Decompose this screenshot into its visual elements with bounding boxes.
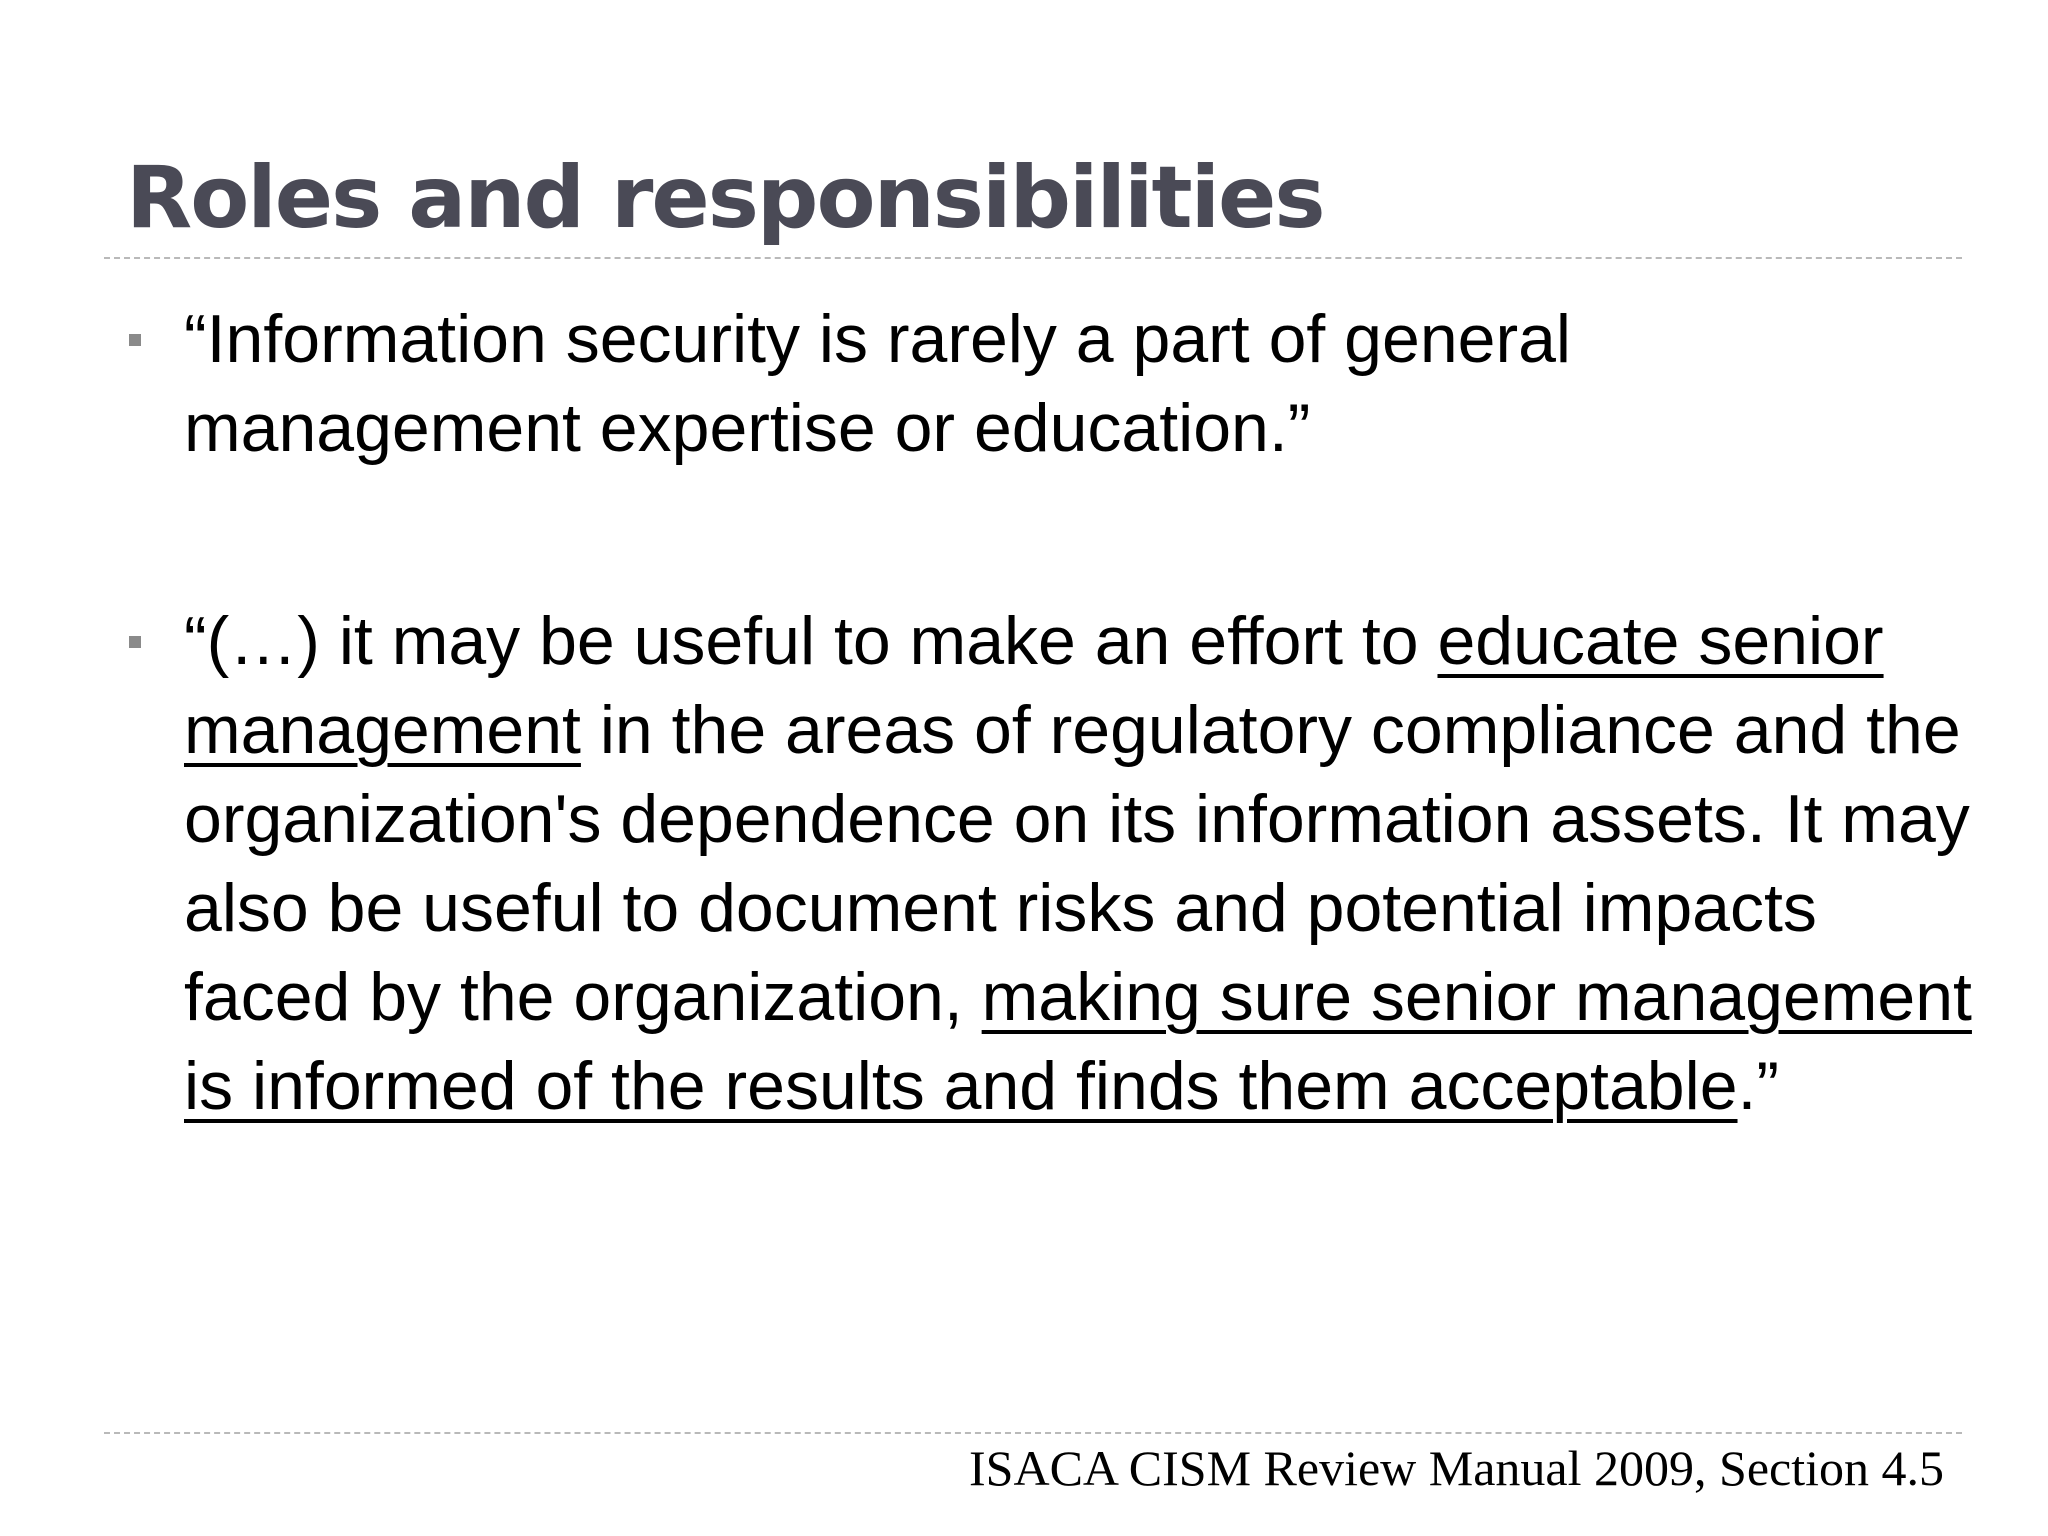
slide-title: Roles and responsibilities [126, 148, 1324, 248]
quote-text: .” [1737, 1048, 1780, 1124]
square-bullet-icon [129, 636, 141, 648]
underlined-emphasis: educate senior management [184, 603, 1884, 768]
bullet-text [184, 597, 1984, 1131]
underlined-emphasis: making sure senior management is informed of the results and finds them acceptable [184, 959, 1972, 1124]
footer-divider [104, 1432, 1962, 1434]
bullet-text: “Information security is rarely a part of general management expertise or education.” [184, 301, 1572, 466]
square-bullet-icon [129, 334, 141, 346]
quote-text: in the areas of regulatory compliance and the organization's dependence on its information assets. It may also be useful to document risks and potential impacts faced by the organization, [184, 692, 1970, 1035]
title-divider [104, 257, 1962, 259]
quote-text: “(…) it may be useful to make an effort to [184, 603, 1438, 679]
source-citation: ISACA CISM Review Manual 2009, Section 4.5 [969, 1440, 1944, 1496]
